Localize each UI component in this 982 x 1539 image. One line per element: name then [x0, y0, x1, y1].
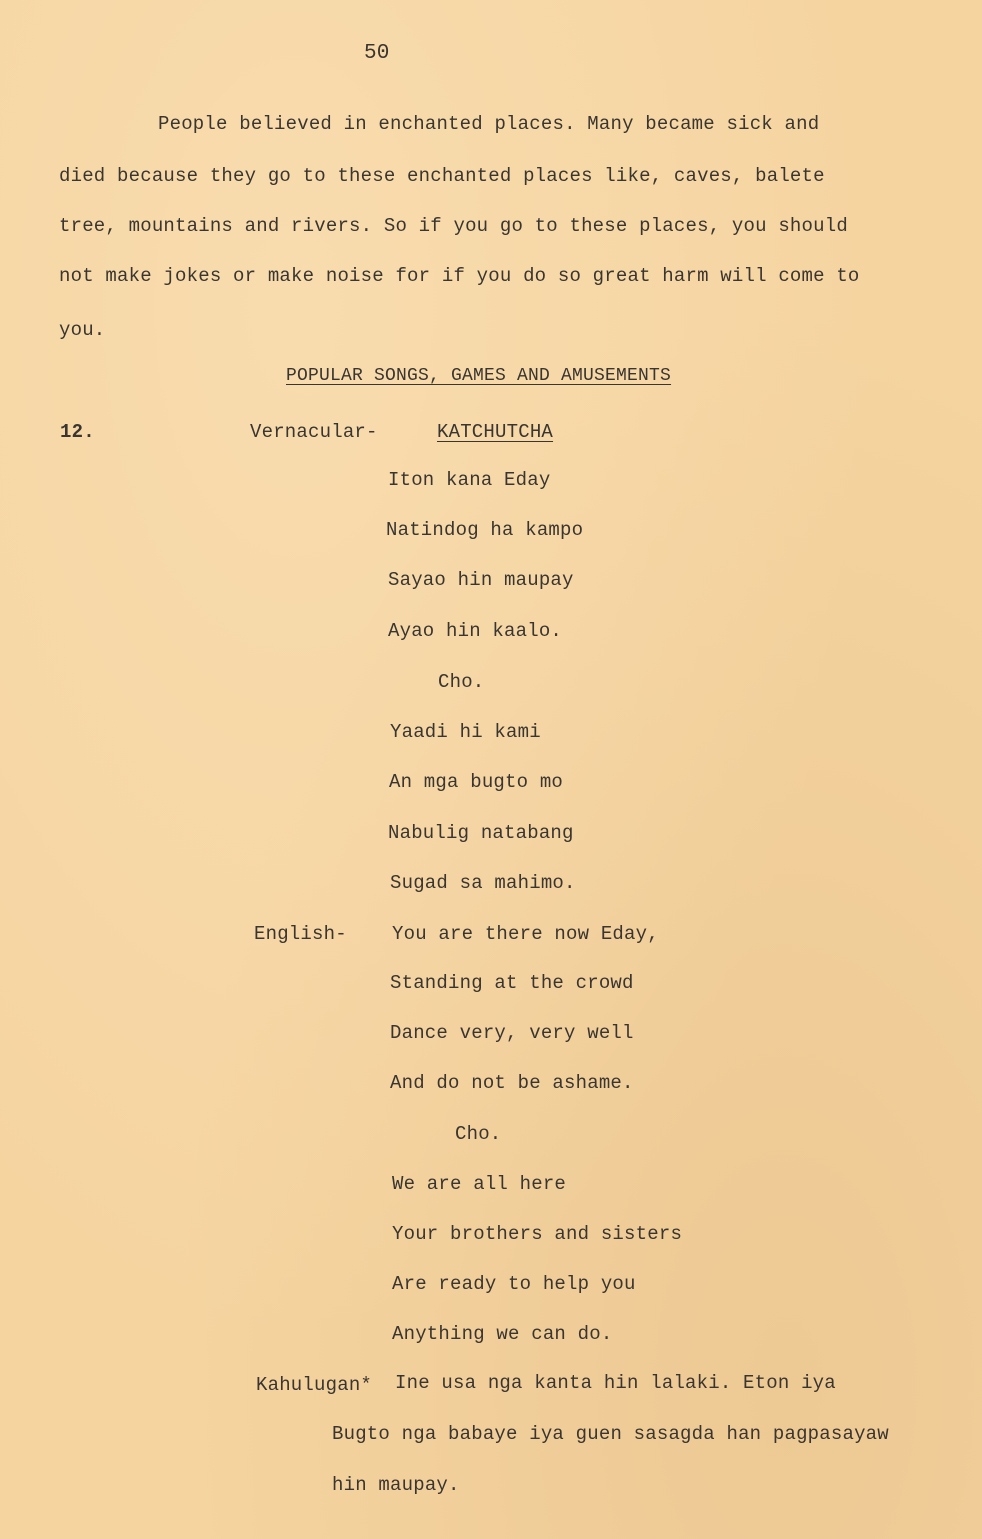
intro-line: tree, mountains and rivers. So if you go to these places, you should [59, 215, 848, 237]
verse-line: Sayao hin maupay [388, 569, 574, 591]
verse-line: Anything we can do. [392, 1323, 613, 1345]
explanation-line: hin maupay. [332, 1474, 460, 1496]
verse-line: And do not be ashame. [390, 1072, 634, 1094]
verse-line: Natindog ha kampo [386, 519, 584, 541]
explanation-line: Ine usa nga kanta hin lalaki. Eton iya [395, 1372, 836, 1394]
intro-line: not make jokes or make noise for if you do so great harm will come to [59, 265, 860, 287]
intro-line: died because they go to these enchanted places like, caves, balete [59, 165, 825, 187]
verse-line: Your brothers and sisters [392, 1223, 683, 1245]
verse-line: Iton kana Eday [388, 469, 551, 491]
song-title: KATCHUTCHA [437, 421, 554, 443]
verse-line: Yaadi hi kami [390, 721, 541, 743]
intro-line: People believed in enchanted places. Many became sick and [158, 113, 820, 135]
chorus-label: Cho. [455, 1123, 502, 1145]
item-number: 12. [60, 421, 95, 443]
verse-line: Are ready to help you [392, 1273, 636, 1295]
intro-line: you. [59, 319, 106, 341]
verse-line: Standing at the crowd [390, 972, 634, 994]
kahulugan-label: Kahulugan* [256, 1374, 373, 1396]
explanation-line: Bugto nga babaye iya guen sasagda han pagpasayaw [332, 1423, 889, 1445]
english-label: English- [254, 923, 347, 945]
verse-line: Dance very, very well [390, 1022, 634, 1044]
vernacular-label: Vernacular- [250, 421, 378, 443]
verse-line: An mga bugto mo [389, 771, 564, 793]
section-heading: POPULAR SONGS, GAMES AND AMUSEMENTS [286, 366, 672, 386]
verse-line: Nabulig natabang [388, 822, 574, 844]
verse-line: Ayao hin kaalo. [388, 620, 563, 642]
verse-line: You are there now Eday, [392, 923, 659, 945]
chorus-label: Cho. [438, 671, 485, 693]
verse-line: Sugad sa mahimo. [390, 872, 576, 894]
verse-line: We are all here [392, 1173, 567, 1195]
page-number: 50 [364, 42, 390, 65]
